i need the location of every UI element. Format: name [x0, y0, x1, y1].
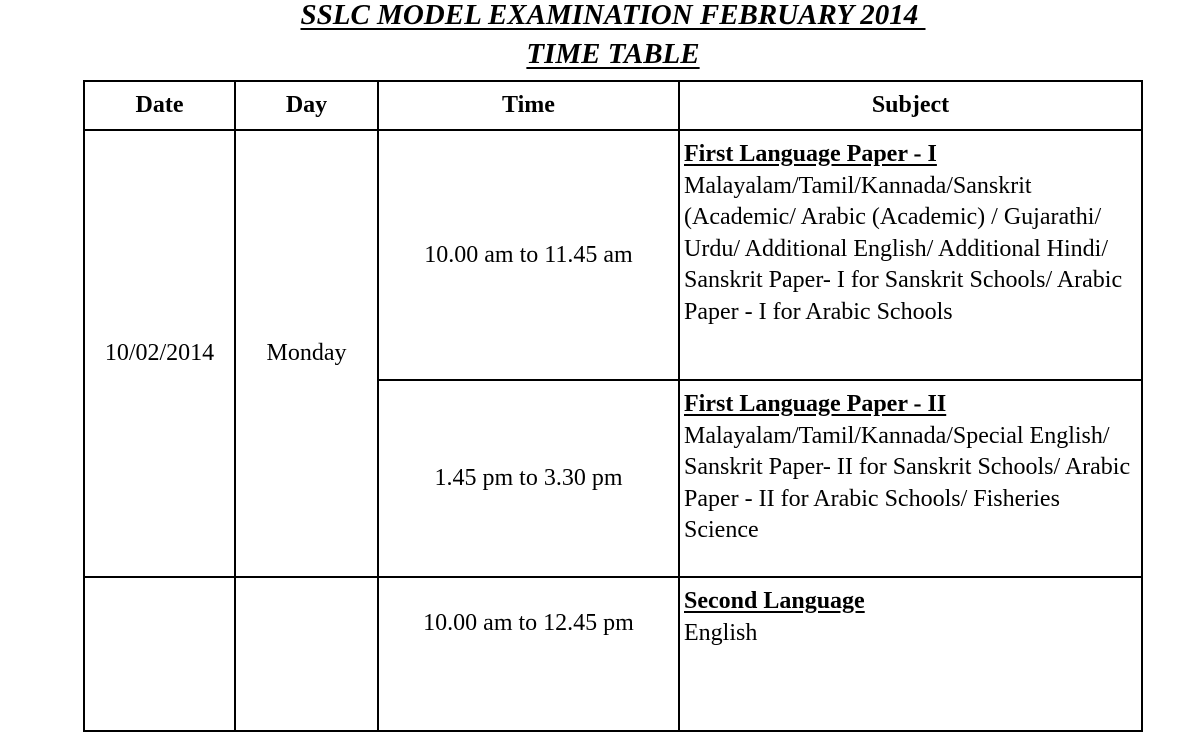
subject-cell [679, 130, 1142, 380]
time-cell: 1.45 pm to 3.30 pm [378, 380, 679, 577]
table-header-row [84, 81, 1142, 130]
document-title-block [0, 0, 1200, 73]
subject-detail: Malayalam/Tamil/Kannada/Special English/ Sanskrit Paper- II for Sanskrit Schools/ Arabic Paper - II for Arabic Schools/ Fisheries Science [684, 422, 1131, 543]
table-row [84, 577, 1142, 731]
subject-detail: Malayalam/Tamil/Kannada/Sanskrit (Academic/ Arabic (Academic) / Gujarathi/ Urdu/ Additional English/ Additional Hindi/ Sanskrit Paper- I for Sanskrit Schools/ Arabic Paper - I for Arabic Schools [684, 172, 1123, 325]
header-subject: Subject [679, 81, 1142, 130]
date-cell [84, 577, 235, 731]
time-cell: 10.00 am to 12.45 pm [378, 577, 679, 731]
timetable-title: TIME TABLE [526, 38, 700, 70]
header-day: Day [235, 81, 378, 130]
header-time: Time [378, 81, 679, 130]
table-row [84, 130, 1142, 380]
time-cell: 10.00 am to 11.45 am [378, 130, 679, 380]
day-cell [235, 577, 378, 731]
subject-title: First Language Paper - II [684, 391, 947, 417]
subject-detail: English [684, 619, 758, 646]
header-date: Date [84, 81, 235, 130]
subject-title: Second Language [684, 588, 865, 614]
exam-timetable [83, 80, 1143, 732]
subject-cell [679, 577, 1142, 731]
exam-title: SSLC MODEL EXAMINATION FEBRUARY 2014 [300, 0, 926, 31]
subject-cell [679, 380, 1142, 577]
subject-title: First Language Paper - I [684, 141, 937, 167]
day-cell: Monday [235, 130, 378, 577]
date-cell: 10/02/2014 [84, 130, 235, 577]
